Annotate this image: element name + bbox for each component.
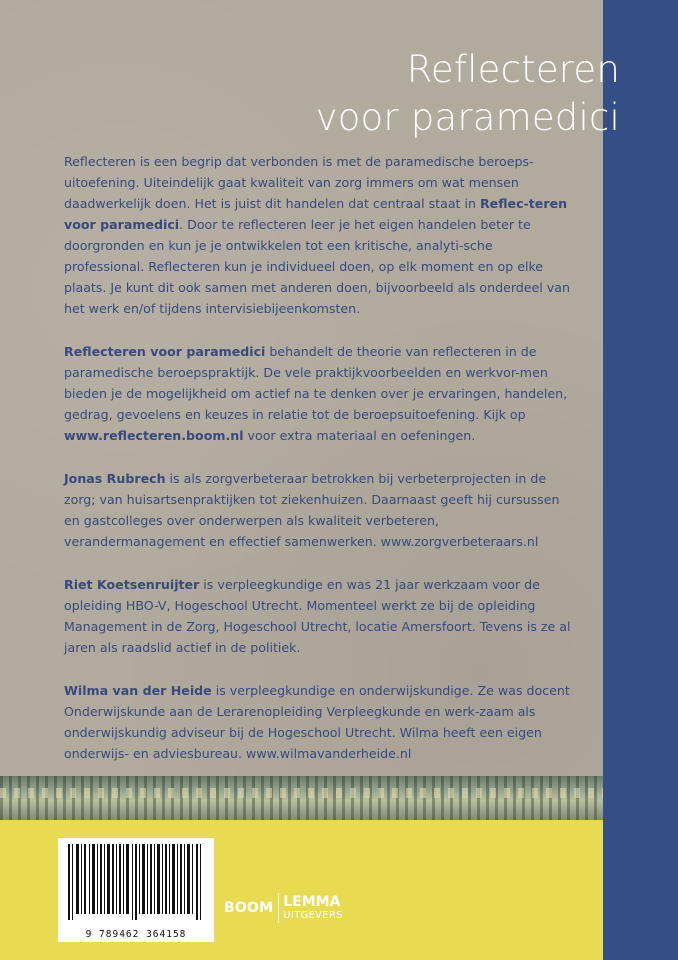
author-name: Jonas Rubrech	[64, 471, 166, 486]
book-title	[316, 46, 620, 142]
author-name: Wilma van der Heide	[64, 683, 212, 698]
intro-title-bold: Reflec-teren voor paramedici	[64, 196, 568, 232]
intro-text-a: Reflecteren is een begrip dat verbonden is met de paramedische beroeps-uitoefening. Uiteindelijk gaat kwaliteit van zorg immers om wat mensen daadwerkelijk doen. Het is juist dit handelen dat centraal staat in	[64, 154, 534, 211]
author-bio-text: is verpleegkundige en onderwijskundige. Ze was docent Onderwijskunde aan de Lerarenopleiding Verpleegkunde en werk-zaam als onderwijskundig adviseur bij de Hogeschool Utrecht. Wilma heeft een eigen onderwijs- en adviesbureau. www.wilmavanderheide.nl	[64, 683, 570, 761]
author-bio-text: is als zorgverbeteraar betrokken bij verbeterprojecten in de zorg; van huisartsenpraktijken tot ziekenhuizen. Daarnaast geeft hij cursussen en gastcolleges over onderwerpen als kwaliteit verbeteren, verandermanagement en effectief samenwerken. www.zorgverbeteraars.nl	[64, 471, 560, 549]
logo-divider	[278, 893, 279, 923]
isbn-barcode	[58, 838, 214, 942]
content-text-b: voor extra materiaal en oefeningen.	[243, 428, 476, 443]
website-link: www.reflecteren.boom.nl	[64, 428, 244, 443]
title-line-2: voor paramedici	[315, 96, 620, 139]
title-line-1: Reflecteren	[406, 48, 620, 91]
content-title-bold: Reflecteren voor paramedici	[64, 344, 266, 359]
paragraph-content	[64, 341, 572, 446]
author-bio	[64, 468, 572, 552]
paragraph-intro	[64, 151, 572, 319]
intro-text-b: . Door te reflecteren leer je het eigen handelen beter te doorgronden en kun je je ontwikkelen tot een kritische, analyti-sche professional. Reflecteren kun je individueel doen, op elk moment en op elke plaats. Je kunt dit ook samen met anderen doen, bijvoorbeeld als onderdeel van het werk en/of tijdens intervisiebijeenkomsten.	[64, 217, 570, 316]
author-bio	[64, 574, 572, 658]
publisher-logo	[224, 893, 343, 923]
author-bio-text: is verpleegkundige en was 21 jaar werkzaam voor de opleiding HBO-V, Hogeschool Utrecht. Momenteel werkt ze bij de opleiding Management in de Zorg, Hogeschool Utrecht, locatie Amersfoort. Tevens is ze al jaren als raadslid actief in de politiek.	[64, 577, 571, 655]
content-text-a: behandelt de theorie van reflecteren in de paramedische beroepspraktijk. De vele praktijkvoorbeelden en werkvor-men bieden je de mogelijkheid om actief na te denken over je ervaringen, handelen, gedrag, gevoelens en keuzes in relatie tot de beroepsuitoefening. Kijk op	[64, 344, 568, 422]
author-bio	[64, 680, 572, 764]
publisher-lemma: LEMMA	[283, 893, 341, 910]
publisher-uitgevers: UITGEVERS	[283, 909, 343, 921]
spine-band	[603, 0, 678, 960]
isbn-number: 9 789462 364158	[85, 929, 187, 940]
photo-strip	[0, 776, 603, 820]
blurb	[64, 151, 572, 786]
publisher-boom: BOOM	[224, 900, 274, 916]
author-name: Riet Koetsenruijter	[64, 577, 200, 592]
barcode-bars-icon	[66, 844, 206, 920]
